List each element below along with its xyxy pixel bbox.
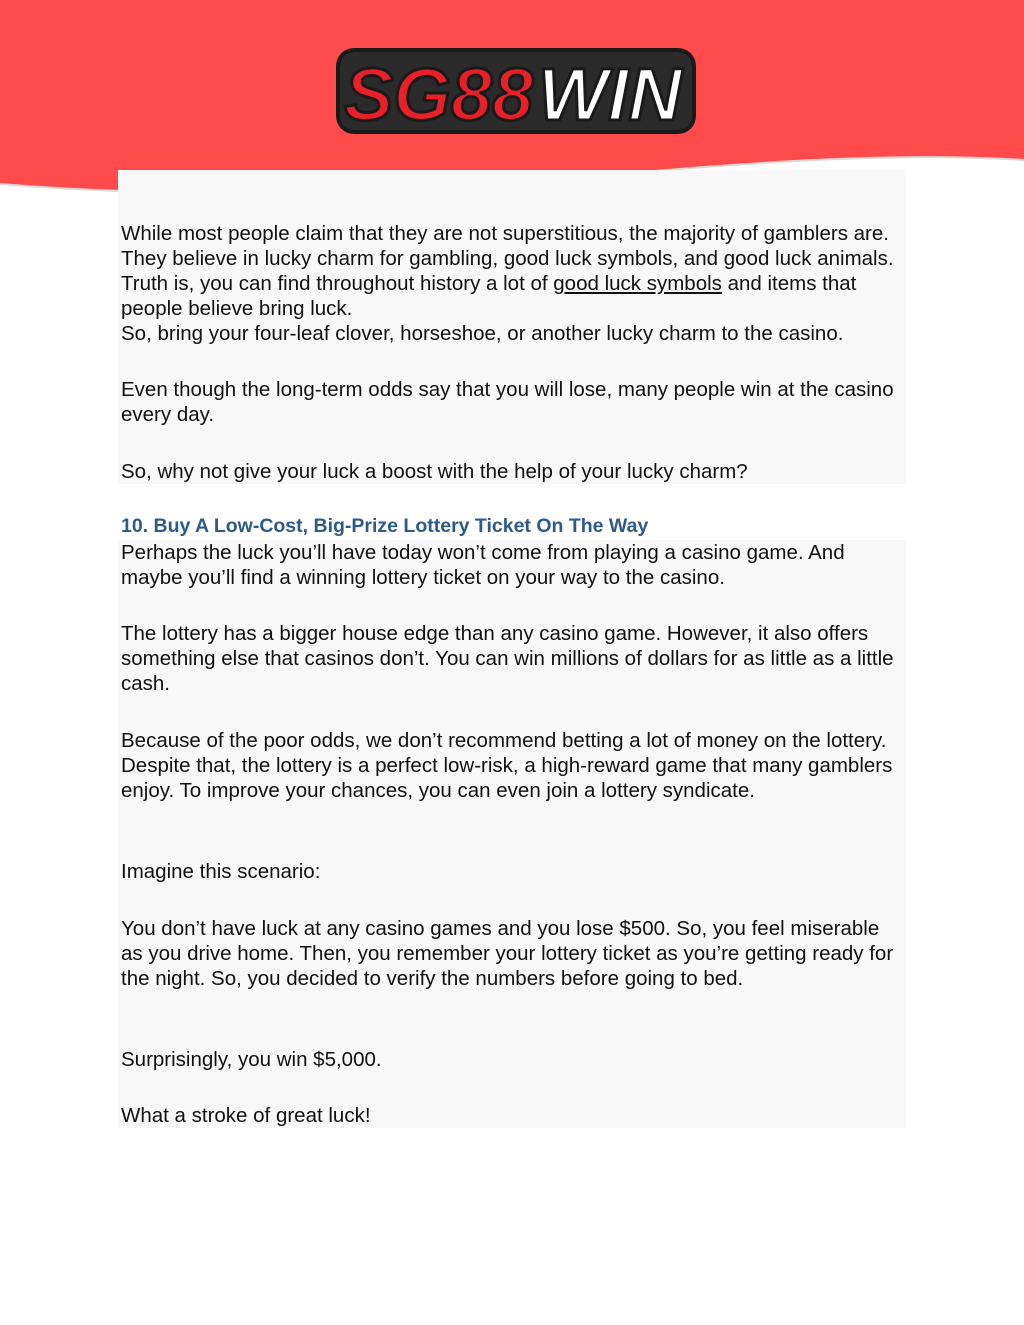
paragraph-great-luck: What a stroke of great luck! <box>121 1104 371 1127</box>
logo-text-sg88: SG88 <box>344 53 534 136</box>
sg88win-logo[interactable] <box>330 40 700 140</box>
section-heading-lottery: 10. Buy A Low-Cost, Big-Prize Lottery Ticket On The Way <box>121 515 649 537</box>
paragraph-superstition <box>121 221 901 321</box>
paragraph-text: While most people claim that they are not superstitious, the majority of gamblers are. They believe in lucky charm for gambling, good luck symbols, and good luck animals. Truth is, you can find throughout history a lot of <box>121 222 894 295</box>
paragraph-house-edge: The lottery has a bigger house edge than any casino game. However, it also offers something else that casinos don’t. You can win millions of dollars for as little as a little cash. <box>121 622 894 695</box>
paragraph-luck-boost: So, why not give your luck a boost with the help of your lucky charm? <box>121 460 748 483</box>
paragraph-scenario: You don’t have luck at any casino games and you lose $500. So, you feel miserable as you drive home. Then, you remember your lottery ticket as you’re getting ready for the night. So, you decided to verify the numbers before going to bed. <box>121 917 894 990</box>
paragraph-lottery-intro: Perhaps the luck you’ll have today won’t come from playing a casino game. And maybe you’ll find a winning lottery ticket on your way to the casino. <box>121 541 845 589</box>
paragraph-win-amount: Surprisingly, you win $5,000. <box>121 1048 382 1071</box>
paragraph-poor-odds: Because of the poor odds, we don’t recommend betting a lot of money on the lottery. Despite that, the lottery is a perfect low-risk, a high-reward game that many gamblers enjoy. To improve your chances, you can even join a lottery syndicate. <box>121 729 893 802</box>
good-luck-symbols-link[interactable]: good luck symbols <box>553 272 722 295</box>
logo-text-win: WIN <box>538 53 682 136</box>
paragraph-imagine: Imagine this scenario: <box>121 860 321 883</box>
paragraph-bring-charm: So, bring your four-leaf clover, horseshoe, or another lucky charm to the casino. <box>121 322 844 345</box>
paragraph-text: and items that people believe bring luck. <box>121 272 857 320</box>
paragraph-long-term-odds: Even though the long-term odds say that you will lose, many people win at the casino every day. <box>121 378 894 426</box>
